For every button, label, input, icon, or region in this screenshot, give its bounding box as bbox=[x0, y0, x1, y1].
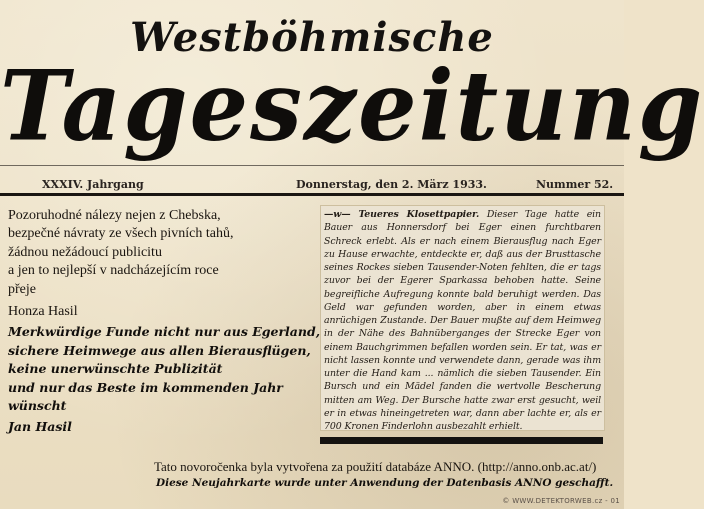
greeting-german-line: sichere Heimwege aus allen Bierausflügen, bbox=[8, 342, 311, 358]
greeting-czech-line: bezpečné návraty ze všech pivních tahů, bbox=[8, 226, 234, 242]
article-headline: —w— Teueres Klosettpapier. bbox=[324, 209, 480, 220]
masthead-line1: Westböhmische bbox=[130, 14, 494, 61]
greeting-czech-line: přeje bbox=[8, 281, 36, 297]
issue-date: Donnerstag, den 2. März 1933. bbox=[296, 178, 487, 191]
issue-number: Nummer 52. bbox=[536, 178, 614, 191]
header-rule bbox=[0, 193, 624, 196]
watermark: © WWW.DETEKTORWEB.cz - 01 bbox=[502, 497, 620, 505]
credit-german: Diese Neujahrkarte wurde unter Anwendung der Datenbasis ANNO geschafft. bbox=[156, 477, 614, 489]
article-body: Dieser Tage hatte ein Bauer aus Honnersdorf bei Eger einen furchtbaren Schreck erlebt. Als er nach einem Bierausflug nach Eger zu Hause erwachte, entdeckte er, daß aus der Brusttasche seines Rockes sieben Tausender-Noten fehlten, die er tags zuvor bei der Egerer Sparkassa behoben hatte. Seine begreifliche Aufregung konnte bald beruhigt werden. Das Geld war gefunden worden, aber in einem etwas anrüchigen Zustande. Der Bauer mußte auf dem Heimweg in der Nähe des Bahnüberganges der Strecke Eger von einem Bauchgrimmen befallen worden sein. Er tat, was er nicht lassen konnte und verwendete dann, gerade was ihm unter die Hand kam ... nämlich die sieben Tausender. Ein Bursch und ein Mädel fanden die wertvolle Bescherung mitten am Weg. Der Bursche hatte zwar erst gesucht, weil er in etwas hineingetreten war, dann aber lachte er, als er 700 Kronen Finderlohn ausbezahlt erhielt. bbox=[324, 209, 601, 432]
article-bottom-rule bbox=[320, 437, 603, 444]
masthead-title: Tageszeitung bbox=[0, 49, 704, 163]
issue-volume: XXXIV. Jahrgang bbox=[42, 178, 144, 191]
greeting-german-line: wünscht bbox=[8, 398, 67, 414]
article-text bbox=[321, 206, 604, 433]
greeting-czech-line: Pozoruhodné nálezy nejen z Chebska, bbox=[8, 208, 221, 223]
greeting-czech-line: a jen to nejlepší v nadcházejícím roce bbox=[8, 263, 219, 279]
greeting-czech-line: žádnou nežádoucí publicitu bbox=[8, 244, 162, 260]
newspaper-article-clipping bbox=[320, 205, 605, 431]
top-rule bbox=[0, 165, 624, 166]
greeting-german-line: und nur das Beste im kommenden Jahr bbox=[8, 379, 283, 395]
czech-signature: Honza Hasil bbox=[8, 304, 78, 320]
credit-czech: Tato novoročenka byla vytvořena za použití databáze ANNO. (http://anno.onb.ac.at/) bbox=[154, 459, 597, 474]
german-signature: Jan Hasil bbox=[8, 419, 72, 435]
greeting-german bbox=[8, 323, 321, 436]
greeting-german-line: keine unerwünschte Publizität bbox=[8, 361, 223, 377]
greeting-czech bbox=[8, 207, 308, 321]
greeting-german-line: Merkwürdige Funde nicht nur aus Egerland, bbox=[8, 324, 321, 340]
greeting-column bbox=[8, 207, 321, 437]
